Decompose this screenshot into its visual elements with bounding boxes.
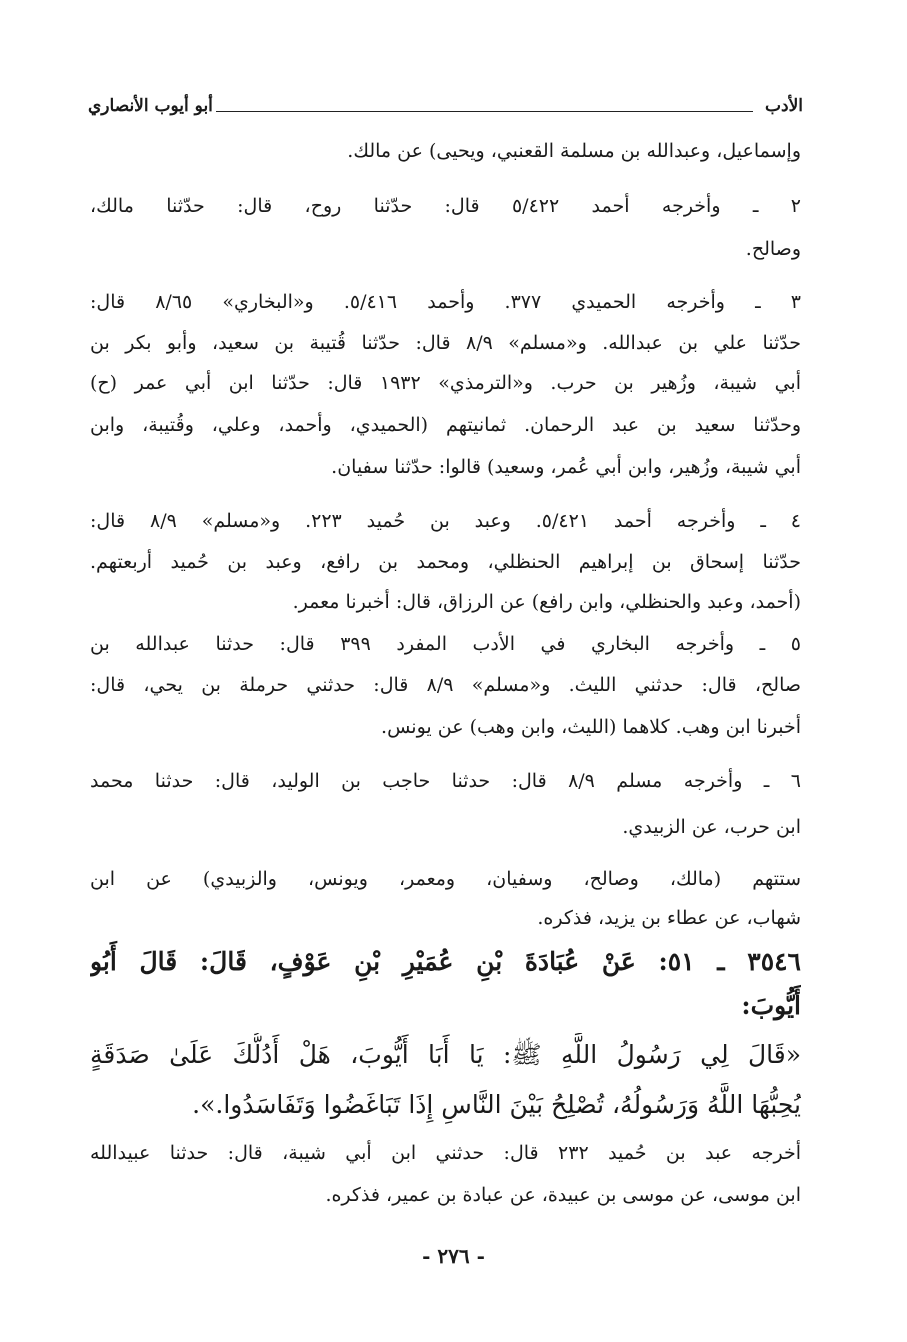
- text-line: أخبرنا ابن وهب. كلاهما (الليث، وابن وهب) عن يونس.: [381, 716, 801, 738]
- text-line: ٤ ـ وأخرجه أحمد ٥/٤٢١. وعبد بن حُميد ٢٢٣. و«مسلم» ٨/٩ قال:: [90, 510, 801, 532]
- running-header: [88, 96, 803, 122]
- text-line: حدّثنا علي بن عبدالله. و«مسلم» ٨/٩ قال: حدّثنا قُتيبة بن سعيد، وأبو بكر بن: [90, 332, 801, 354]
- header-chapter-title: أبو أيوب الأنصاري: [88, 96, 213, 116]
- text-line: صالح، قال: حدثني الليث. و«مسلم» ٨/٩ قال: حدثني حرملة بن يحي، قال:: [90, 674, 801, 696]
- page-number: - ٢٧٦ -: [422, 1244, 485, 1268]
- text-line: أبي شيبة، وزُهير، وابن أبي عُمر، وسعيد) قالوا: حدّثنا سفيان.: [331, 456, 801, 478]
- text-line: ستتهم (مالك، وصالح، وسفيان، ومعمر، ويونس، والزبيدي) عن ابن: [90, 868, 801, 890]
- text-line: (أحمد، وعبد والحنظلي، وابن رافع) عن الرزاق، قال: أخبرنا معمر.: [292, 591, 801, 613]
- text-line: وحدّثنا سعيد بن عبد الرحمان. ثمانيتهم (الحميدي، وأحمد، وعلي، وقُتيبة، وابن: [90, 414, 801, 436]
- hadith-text-line: «قَالَ لِي رَسُولُ اللَّهِ ﷺ: يَا أَبَا أَيُّوبَ، هَلْ أَدُلُّكَ عَلَىٰ صَدَقَةٍ: [90, 1040, 801, 1069]
- hadith-heading-line: أَيُّوبَ:: [741, 991, 801, 1020]
- text-line: ٣ ـ وأخرجه الحميدي ٣٧٧. وأحمد ٥/٤١٦. و«البخاري» ٨/٦٥ قال:: [90, 291, 801, 313]
- text-line: ٥ ـ وأخرجه البخاري في الأدب المفرد ٣٩٩ قال: حدثنا عبدالله بن: [90, 633, 801, 655]
- text-line: وصالح.: [745, 238, 801, 260]
- text-line: حدّثنا إسحاق بن إبراهيم الحنظلي، ومحمد بن رافع، وعبد بن حُميد أربعتهم.: [90, 551, 801, 573]
- header-section-title: الأدب: [765, 96, 803, 116]
- text-line: شهاب، عن عطاء بن يزيد، فذكره.: [537, 907, 801, 929]
- text-line: ٢ ـ وأخرجه أحمد ٥/٤٢٢ قال: حدّثنا روح، قال: حدّثنا مالك،: [90, 195, 801, 217]
- text-line: أخرجه عبد بن حُميد ٢٣٢ قال: حدثني ابن أبي شيبة، قال: حدثنا عبيدالله: [90, 1142, 801, 1164]
- text-line: ابن موسى، عن موسى بن عبيدة، عن عبادة بن عمير، فذكره.: [325, 1184, 801, 1206]
- text-line: أبي شيبة، وزُهير بن حرب. و«الترمذي» ١٩٣٢ قال: حدّثنا ابن أبي عمر (ح): [90, 372, 801, 394]
- hadith-text-line: يُحِبُّهَا اللَّهُ وَرَسُولُهُ، تُصْلِحُ بَيْنَ النَّاسِ إِذَا تَبَاغَضُوا وَتَفَاسَدُوا.».: [192, 1090, 801, 1119]
- text-line: وإسماعيل، وعبدالله بن مسلمة القعنبي، ويحيى) عن مالك.: [347, 140, 801, 162]
- hadith-heading-line: ٣٥٤٦ ـ ٥١: عَنْ عُبَادَةَ بْنِ عُمَيْرِ بْنِ عَوْفٍ، قَالَ: قَالَ أَبُو: [90, 947, 801, 976]
- text-line: ٦ ـ وأخرجه مسلم ٨/٩ قال: حدثنا حاجب بن الوليد، قال: حدثنا محمد: [90, 770, 801, 792]
- header-rule: [216, 111, 753, 112]
- text-line: ابن حرب، عن الزبيدي.: [622, 816, 801, 838]
